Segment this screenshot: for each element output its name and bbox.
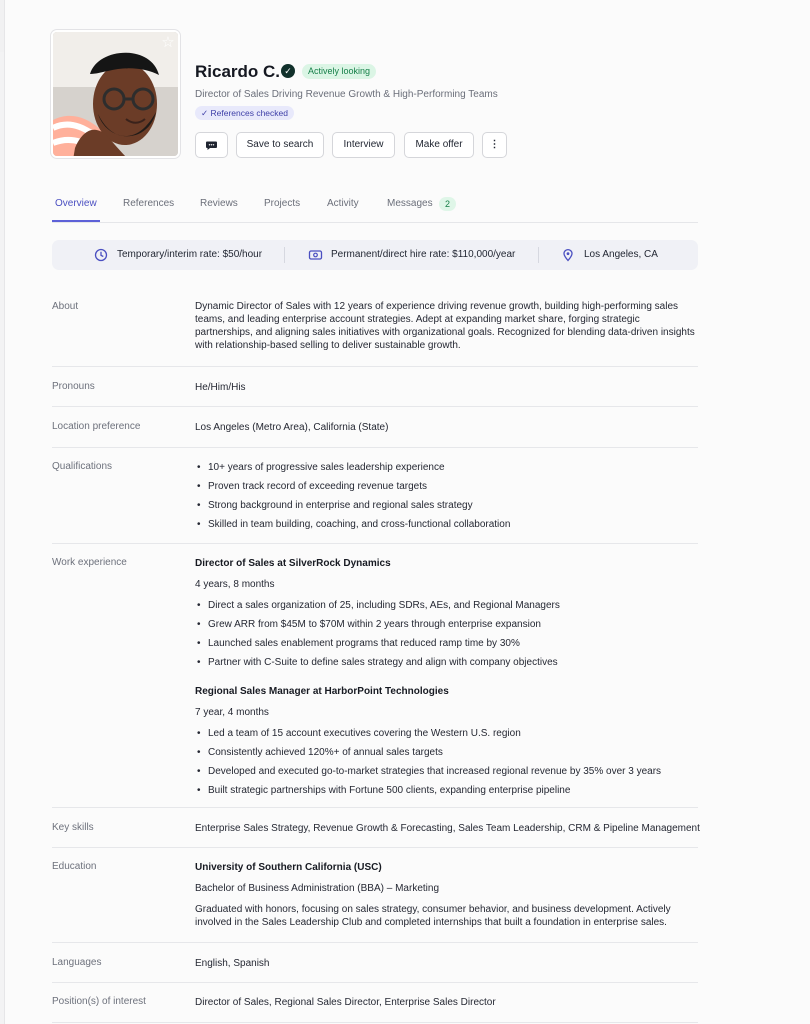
list-item: • Partner with C-Suite to define sales strategy and align with company objectives	[195, 656, 700, 669]
money-icon	[308, 248, 323, 262]
list-item: • Skilled in team building, coaching, and cross-functional collaboration	[195, 518, 700, 531]
tab-messages[interactable]: Messages	[387, 198, 433, 209]
messages-count-badge: 2	[439, 197, 456, 211]
permanent-rate-label: Permanent/direct hire rate: $110,000/year	[331, 249, 516, 260]
tab-references[interactable]: References	[123, 198, 175, 209]
job-duration: 7 year, 4 months	[195, 707, 269, 718]
languages-section	[52, 943, 698, 983]
about-text: Dynamic Director of Sales with 12 years of experience driving revenue growth, building high-performing sales teams, and leading enterprise account strategies. Adept at expanding market share, forging strategic partnerships, and aligning sales initiatives with organizational goals. Recognized for blending data-driven insights with relationship-based selling to deliver sustainable growth.	[195, 301, 695, 351]
verified-icon: ✓	[281, 64, 295, 78]
rates-divider	[538, 247, 539, 263]
school-name: University of Southern California (USC)	[195, 862, 382, 873]
key-skills-label: Key skills	[52, 822, 94, 833]
positions-label: Position(s) of interest	[52, 996, 146, 1007]
key-skills-section	[52, 808, 698, 848]
job-title: Director of Sales at SilverRock Dynamics	[195, 558, 391, 569]
check-icon: ✓	[201, 108, 211, 118]
pronouns-label: Pronouns	[52, 381, 95, 392]
profile-tabs	[52, 196, 698, 223]
permanent-rate	[308, 240, 515, 270]
location-label: Los Angeles, CA	[584, 249, 658, 260]
location	[561, 240, 658, 270]
status-badge: Actively looking	[302, 64, 376, 79]
key-skills-value: Enterprise Sales Strategy, Revenue Growth & Forecasting, Sales Team Leadership, CRM & Pipeline Management	[195, 823, 700, 834]
references-badge-label: References checked	[210, 108, 288, 118]
list-item: • 10+ years of progressive sales leadership experience	[195, 461, 700, 474]
tab-reviews[interactable]: Reviews	[200, 198, 238, 209]
profile-card	[4, 0, 810, 1024]
about-section	[52, 300, 698, 367]
job-duration: 4 years, 8 months	[195, 579, 275, 590]
list-item: • Built strategic partnerships with Fortune 500 clients, expanding enterprise pipeline	[195, 784, 700, 797]
pronouns-value: He/Him/His	[195, 382, 246, 393]
list-item: • Strong background in enterprise and regional sales strategy	[195, 499, 700, 512]
references-badge	[195, 106, 294, 120]
education-details: Graduated with honors, focusing on sales strategy, consumer behavior, and business development. Actively involved in the Sales Leadership Club and completed internships that built a foundation in enterprise sales.	[195, 904, 671, 928]
temporary-rate	[94, 240, 262, 270]
favorite-star-icon[interactable]: ☆	[161, 34, 175, 51]
candidate-headline: Director of Sales Driving Revenue Growth & High-Performing Teams	[195, 89, 498, 100]
job-achievements	[195, 727, 700, 797]
job-title: Regional Sales Manager at HarborPoint Technologies	[195, 686, 449, 697]
chat-icon	[205, 139, 218, 152]
languages-value: English, Spanish	[195, 958, 270, 969]
candidate-name: Ricardo C.	[195, 62, 281, 81]
qualifications-label: Qualifications	[52, 461, 113, 472]
work-experience-label: Work experience	[52, 557, 127, 568]
list-item: • Developed and executed go-to-market strategies that increased regional revenue by 35% over 3 years	[195, 765, 700, 778]
list-item: • Led a team of 15 account executives covering the Western U.S. region	[195, 727, 700, 740]
work-experience-content	[195, 557, 700, 803]
qualifications-section	[52, 448, 698, 544]
education-label: Education	[52, 861, 97, 872]
location-preference-section	[52, 407, 698, 448]
degree-name: Bachelor of Business Administration (BBA) – Marketing	[195, 883, 439, 894]
interview-button[interactable]: Interview	[332, 132, 395, 158]
list-item: • Grew ARR from $45M to $70M within 2 years through enterprise expansion	[195, 618, 700, 631]
list-item: • Consistently achieved 120%+ of annual sales targets	[195, 746, 700, 759]
positions-section	[52, 983, 698, 1023]
education-content	[195, 861, 700, 929]
list-item: • Proven track record of exceeding revenue targets	[195, 480, 700, 493]
education-section	[52, 848, 698, 943]
job-achievements	[195, 599, 700, 669]
location-preference-label: Location preference	[52, 421, 141, 432]
tab-projects[interactable]: Projects	[264, 198, 301, 209]
pronouns-section	[52, 367, 698, 407]
message-button[interactable]	[195, 132, 228, 158]
tab-overview[interactable]: Overview	[55, 198, 97, 209]
list-item: • Launched sales enablement programs that reduced ramp time by 30%	[195, 637, 700, 650]
save-to-search-button[interactable]: Save to search	[236, 132, 324, 158]
more-options-button[interactable]: ⋮	[482, 132, 507, 158]
active-tab-indicator	[52, 220, 100, 222]
qualifications-list	[195, 461, 700, 537]
location-pin-icon	[561, 248, 575, 262]
list-item: • Direct a sales organization of 25, including SDRs, AEs, and Regional Managers	[195, 599, 700, 612]
location-preference-value: Los Angeles (Metro Area), California (State)	[195, 422, 389, 433]
tab-activity[interactable]: Activity	[327, 198, 359, 209]
temporary-rate-label: Temporary/interim rate: $50/hour	[117, 249, 263, 260]
work-experience-section	[52, 544, 698, 808]
clock-icon	[94, 248, 108, 262]
make-offer-button[interactable]: Make offer	[404, 132, 474, 158]
rates-panel	[52, 240, 698, 270]
languages-label: Languages	[52, 957, 102, 968]
positions-value: Director of Sales, Regional Sales Director, Enterprise Sales Director	[195, 997, 496, 1008]
about-label: About	[52, 301, 79, 312]
rates-divider	[284, 247, 285, 263]
